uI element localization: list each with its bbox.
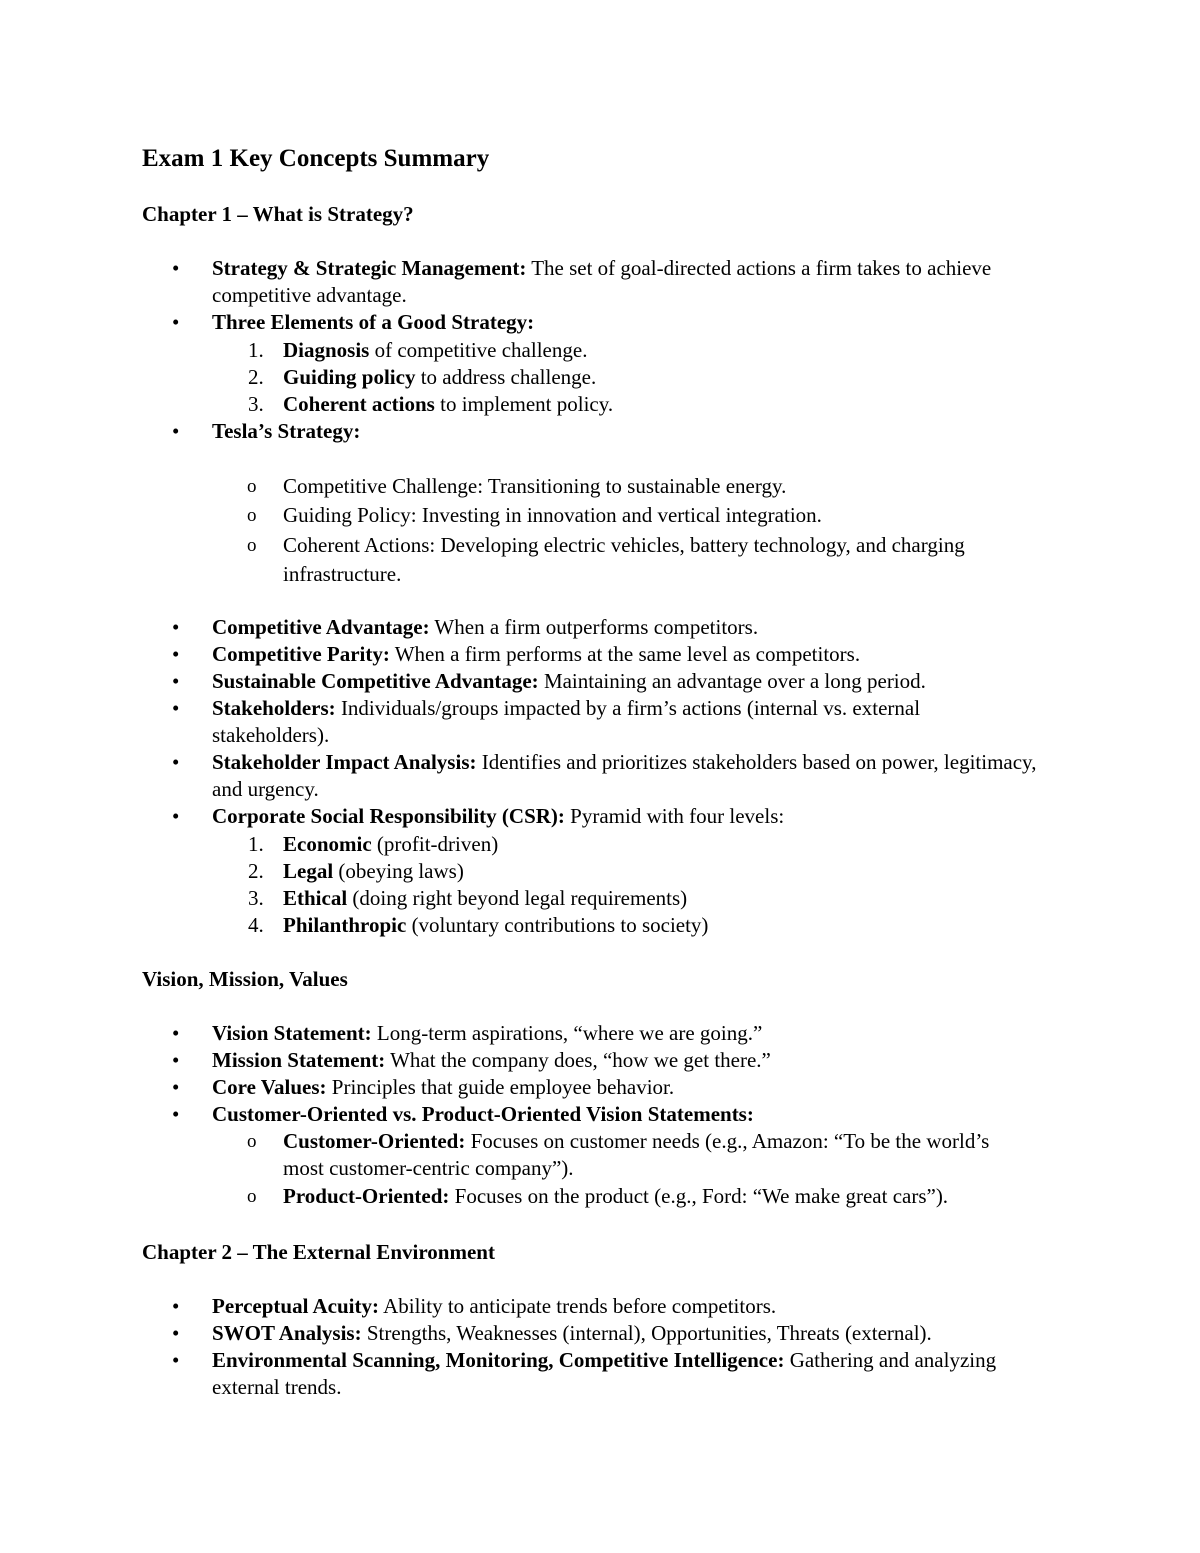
term: Guiding policy [283,365,416,389]
numbered-item [283,885,1083,912]
sub-item-text: Coherent Actions: Developing electric vehicles, battery technology, and charging infrastructure. [283,533,965,586]
definition: What the company does, “how we get there.” [385,1048,771,1072]
bullet-marker: • [172,804,180,828]
definition: (voluntary contributions to society) [406,913,709,937]
term: Corporate Social Responsibility (CSR): [212,804,565,828]
term: Sustainable Competitive Advantage: [212,669,539,693]
circle-marker: o [247,476,257,497]
definition: Strengths, Weaknesses (internal), Opportunities, Threats (external). [361,1321,932,1345]
list-number: 3. [248,886,264,910]
circle-marker: o [247,1131,257,1152]
bullet-marker: • [172,1075,180,1099]
list-number: 4. [248,913,264,937]
definition: Pyramid with four levels: [564,804,785,828]
bullet-marker: • [172,1102,180,1126]
bullet-item [172,255,1062,309]
term: Customer-Oriented: [283,1129,466,1153]
term: Strategy & Strategic Management: [212,256,527,280]
document-title: Exam 1 Key Concepts Summary [142,145,490,172]
bullet-item [172,668,1062,695]
bullet-marker: • [172,256,180,280]
vision-heading: Vision, Mission, Values [142,967,348,991]
bullet-marker: • [172,1048,180,1072]
chapter-2-heading: Chapter 2 – The External Environment [142,1240,495,1264]
term: Stakeholder Impact Analysis: [212,750,477,774]
term: Economic [283,832,372,856]
bullet-marker: • [172,669,180,693]
definition: When a firm performs at the same level as competitors. [389,642,861,666]
chapter-1-heading: Chapter 1 – What is Strategy? [142,202,414,226]
term: Tesla’s Strategy: [212,419,361,443]
sub-item-text: Competitive Challenge: Transitioning to sustainable energy. [283,474,787,498]
bullet-item [172,749,1042,803]
bullet-marker: • [172,1321,180,1345]
sub-item [247,1128,1023,1182]
term: Perceptual Acuity: [212,1294,379,1318]
term: Environmental Scanning, Monitoring, Competitive Intelligence: [212,1348,785,1372]
bullet-item [172,803,1062,830]
definition: (obeying laws) [333,859,464,883]
circle-marker: o [247,1186,257,1207]
sub-item-text: Guiding Policy: Investing in innovation and vertical integration. [283,503,822,527]
list-number: 1. [248,338,264,362]
term: SWOT Analysis: [212,1321,362,1345]
definition: Principles that guide employee behavior. [326,1075,675,1099]
definition: Focuses on customer needs (e.g., Amazon: “To be the world’s most customer-centric company”). [283,1129,990,1180]
term: Vision Statement: [212,1021,372,1045]
bullet-marker: • [172,419,180,443]
definition: of competitive challenge. [369,338,588,362]
numbered-item [283,912,1083,939]
term: Legal [283,859,334,883]
definition: Long-term aspirations, “where we are going.” [371,1021,763,1045]
definition: When a firm outperforms competitors. [429,615,759,639]
definition: (doing right beyond legal requirements) [347,886,688,910]
bullet-item [172,614,1062,641]
list-number: 1. [248,832,264,856]
numbered-item [283,337,1083,364]
definition: Identifies and prioritizes stakeholders based on power, legitimacy, and urgency. [212,750,1037,801]
term: Core Values: [212,1075,327,1099]
numbered-item [283,858,1083,885]
numbered-item [283,831,1083,858]
list-number: 2. [248,859,264,883]
sub-item [247,502,1083,529]
term: Diagnosis [283,338,370,362]
numbered-item [283,364,1083,391]
bullet-item [172,1074,1062,1101]
bullet-item [172,1047,1062,1074]
term: Coherent actions [283,392,435,416]
list-number: 3. [248,392,264,416]
bullet-item [172,1293,1062,1320]
term: Customer-Oriented vs. Product-Oriented Vision Statements: [212,1102,754,1126]
numbered-item [283,391,1083,418]
bullet-item [172,1101,1062,1128]
definition: The set of goal-directed actions a firm takes to achieve competitive advantage. [212,256,992,307]
term: Mission Statement: [212,1048,386,1072]
bullet-item [172,1347,1012,1401]
definition: to implement policy. [434,392,614,416]
definition: Gathering and analyzing external trends. [212,1348,997,1399]
term: Competitive Parity: [212,642,390,666]
bullet-item [172,418,1062,445]
bullet-marker: • [172,1348,180,1372]
bullet-marker: • [172,1294,180,1318]
definition: to address challenge. [415,365,597,389]
bullet-item [172,309,1062,336]
sub-item [247,531,1073,589]
list-number: 2. [248,365,264,389]
bullet-marker: • [172,750,180,774]
term: Competitive Advantage: [212,615,430,639]
bullet-marker: • [172,615,180,639]
definition: Maintaining an advantage over a long period. [538,669,926,693]
definition: Individuals/groups impacted by a firm’s actions (internal vs. external stakeholders). [212,696,921,747]
circle-marker: o [247,535,257,556]
bullet-marker: • [172,696,180,720]
definition: Focuses on the product (e.g., Ford: “We make great cars”). [449,1184,949,1208]
definition: Ability to anticipate trends before competitors. [379,1294,777,1318]
term: Philanthropic [283,913,407,937]
term: Stakeholders: [212,696,336,720]
term: Product-Oriented: [283,1184,450,1208]
bullet-item [172,1320,1062,1347]
bullet-marker: • [172,310,180,334]
bullet-marker: • [172,1021,180,1045]
term: Three Elements of a Good Strategy: [212,310,535,334]
bullet-marker: • [172,642,180,666]
definition: (profit-driven) [371,832,499,856]
bullet-item [172,641,1062,668]
bullet-item [172,1020,1062,1047]
sub-item [247,1183,1083,1210]
circle-marker: o [247,505,257,526]
sub-item [247,473,1083,500]
term: Ethical [283,886,348,910]
bullet-item [172,695,1012,749]
